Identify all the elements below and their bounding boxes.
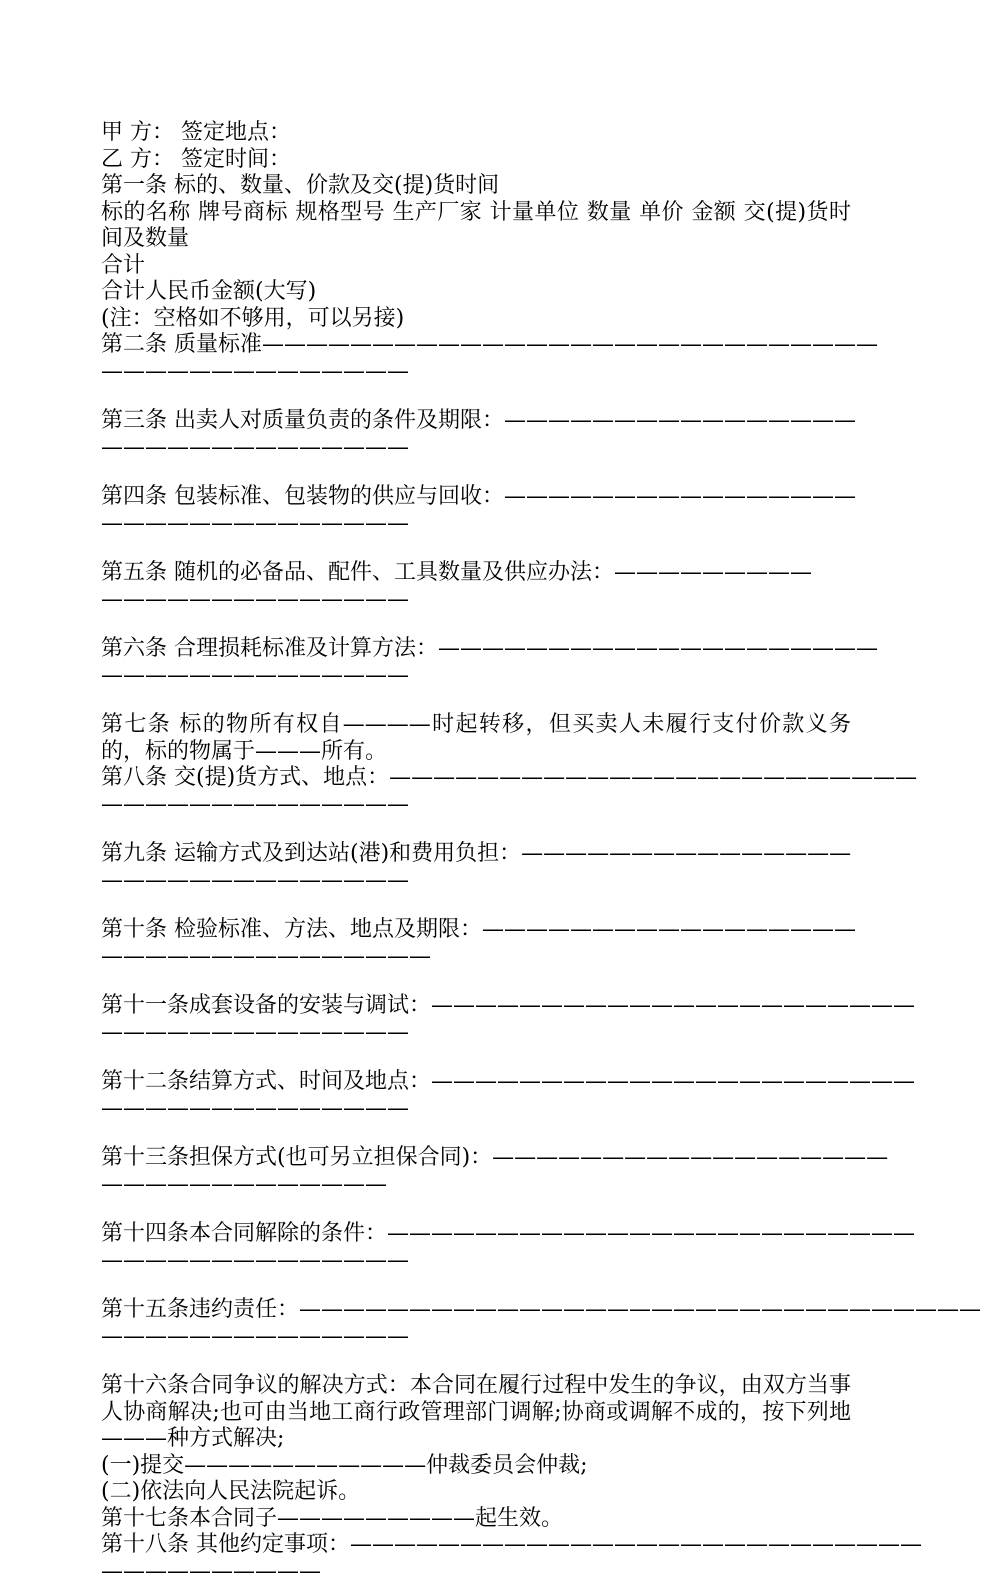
- article-8-text: 第八条 交(提)货方式、地点：————————————————————————: [101, 765, 851, 792]
- article-16-option-1: (一)提交———————————仲裁委员会仲裁;: [101, 1453, 851, 1480]
- party-a-line: 甲 方： 签定地点：: [101, 120, 851, 147]
- article-10-text: 第十条 检验标准、方法、地点及期限：—————————————————: [101, 917, 851, 944]
- article-4-tail: ——————————————: [101, 511, 851, 538]
- article-18-text: 第十八条 其他约定事项：——————————————————————————: [101, 1532, 851, 1559]
- article-13-text: 第十三条担保方式(也可另立担保合同)：——————————————————: [101, 1145, 851, 1172]
- article-7: 第七条 标的物所有权自————时起转移，但买卖人未履行支付价款义务的，标的物属于———所有。: [101, 712, 851, 765]
- article-9-text: 第九条 运输方式及到达站(港)和费用负担：———————————————: [101, 841, 851, 868]
- article-1-title: 第一条 标的、数量、价款及交(提)货时间: [101, 173, 851, 200]
- article-10-tail: ———————————————: [101, 944, 851, 971]
- article-1-total: 合计: [101, 253, 851, 280]
- article-12-tail: ——————————————: [101, 1096, 851, 1123]
- article-15-text: 第十五条违约责任：———————————————————————————————: [101, 1297, 851, 1324]
- article-13: [101, 1145, 851, 1198]
- article-16-option-2: (二)依法向人民法院起诉。: [101, 1479, 851, 1506]
- article-5: [101, 560, 851, 613]
- article-6: [101, 636, 851, 689]
- article-13-tail: —————————————: [101, 1172, 851, 1199]
- article-1-columns: 标的名称 牌号商标 规格型号 生产厂家 计量单位 数量 单价 金额 交(提)货时间及数量: [101, 200, 851, 253]
- article-1-total-rmb: 合计人民币金额(大写): [101, 279, 851, 306]
- article-6-text: 第六条 合理损耗标准及计算方法：————————————————————: [101, 636, 851, 663]
- article-4-text: 第四条 包装标准、包装物的供应与回收：————————————————: [101, 484, 851, 511]
- article-2: [101, 332, 851, 385]
- article-11-tail: ——————————————: [101, 1020, 851, 1047]
- article-12-text: 第十二条结算方式、时间及地点：——————————————————————: [101, 1069, 851, 1096]
- article-3-text: 第三条 出卖人对质量负责的条件及期限：————————————————: [101, 408, 851, 435]
- article-18: [101, 1532, 851, 1585]
- article-2-text: 第二条 质量标准————————————————————————————: [101, 332, 851, 359]
- article-8: [101, 765, 851, 818]
- article-4: [101, 484, 851, 537]
- article-11-text: 第十一条成套设备的安装与调试：——————————————————————: [101, 993, 851, 1020]
- article-3: [101, 408, 851, 461]
- article-1-note: (注：空格如不够用，可以另接): [101, 306, 851, 333]
- article-10: [101, 917, 851, 970]
- article-14-tail: ——————————————: [101, 1248, 851, 1275]
- article-12: [101, 1069, 851, 1122]
- contract-page: [101, 120, 851, 1585]
- article-15: [101, 1297, 851, 1350]
- article-18-tail: ——————————: [101, 1559, 851, 1585]
- article-5-text: 第五条 随机的必备品、配件、工具数量及供应办法：—————————: [101, 560, 851, 587]
- article-9: [101, 841, 851, 894]
- article-2-tail: ——————————————: [101, 359, 851, 386]
- article-17: 第十七条本合同子—————————起生效。: [101, 1506, 851, 1533]
- article-3-tail: ——————————————: [101, 435, 851, 462]
- article-11: [101, 993, 851, 1046]
- article-8-tail: ——————————————: [101, 792, 851, 819]
- article-6-tail: ——————————————: [101, 663, 851, 690]
- article-5-tail: ——————————————: [101, 587, 851, 614]
- article-9-tail: ——————————————: [101, 868, 851, 895]
- party-b-line: 乙 方： 签定时间：: [101, 147, 851, 174]
- article-14: [101, 1221, 851, 1274]
- article-14-text: 第十四条本合同解除的条件：————————————————————————: [101, 1221, 851, 1248]
- article-16: 第十六条合同争议的解决方式：本合同在履行过程中发生的争议，由双方当事人协商解决;也可由当地工商行政管理部门调解;协商或调解不成的，按下列地———种方式解决;: [101, 1373, 851, 1453]
- article-15-tail: ——————————————: [101, 1324, 851, 1351]
